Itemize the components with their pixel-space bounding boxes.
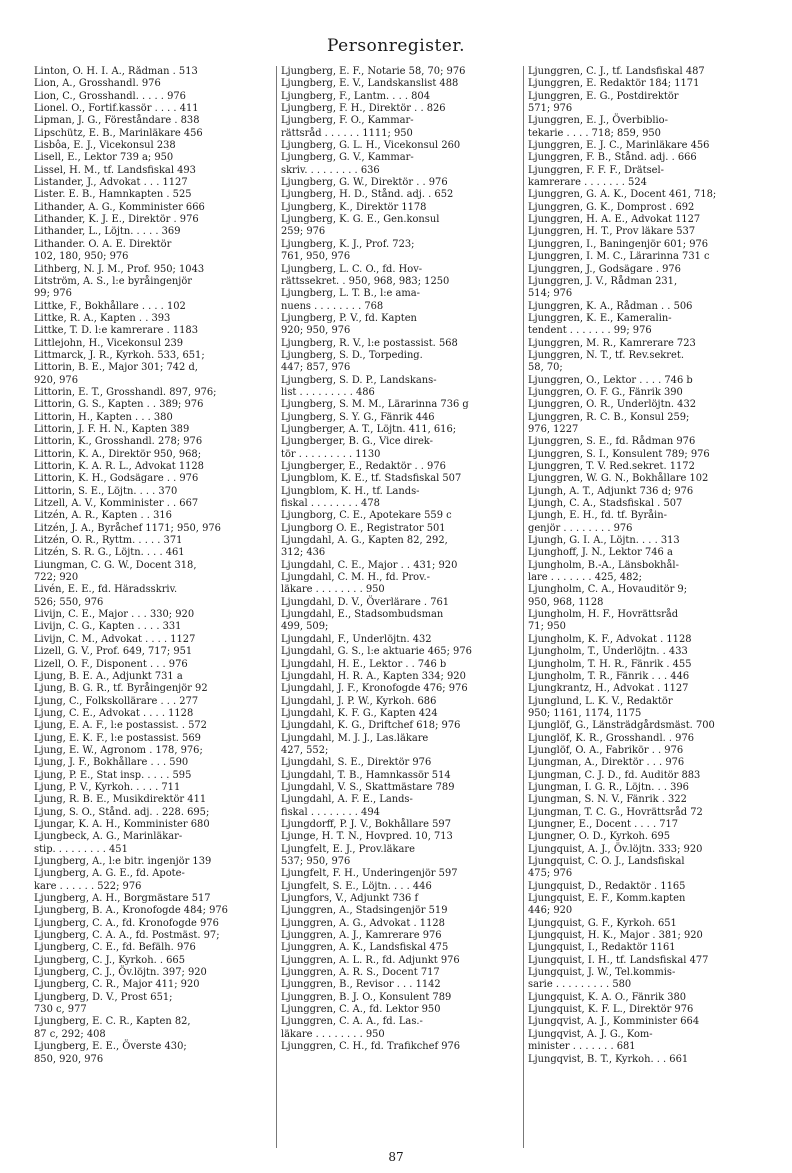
register-entry: Ljungdahl, G. S., l:e aktuarie 465; 976 <box>281 646 472 658</box>
register-entry: Ljungquist, J. W., Tel.kommis- <box>528 967 676 979</box>
register-entry: Ljungqvist, B. T., Kyrkoh. . . 661 <box>528 1053 689 1065</box>
register-entry: Littorin, G. S., Kapten . . 389; 976 <box>34 399 204 411</box>
register-entry: kare . . . . . . 522; 976 <box>34 880 142 892</box>
register-entry: Ljungholm, H. F., Hovrättsråd <box>528 609 679 621</box>
register-entry: Littorin, K. H., Godsägare . . 976 <box>34 473 199 485</box>
register-entry: Listander, J., Advokat . . . 1127 <box>34 177 188 189</box>
register-entry: Ljungberg, G. L. H., Vicekonsul 260 <box>281 140 461 152</box>
register-entry: Ljungberg, C. A., fd. Kronofogde 976 <box>34 917 219 929</box>
register-entry: 761, 950, 976 <box>281 251 351 263</box>
register-entry: Ljungberg, L. T. B., l:e ama- <box>281 288 421 300</box>
register-entry: Ljungdahl, K. G., Driftchef 618; 976 <box>281 720 461 732</box>
register-entry: Ljungberg, S. D. P., Landskans- <box>281 374 437 386</box>
register-entry: Lithberg, N. J. M., Prof. 950; 1043 <box>34 263 205 275</box>
register-entry: Ljungberg, E. C. R., Kapten 82, <box>34 1016 191 1028</box>
register-entry: 312; 436 <box>281 547 326 559</box>
register-entry: Ljungberg, C. J., Kyrkoh. . 665 <box>34 954 185 966</box>
register-entry: Ljungdahl, K. F. G., Kapten 424 <box>281 707 438 719</box>
register-entry: Ljunggren, K. A., Rådman . . 506 <box>528 300 693 312</box>
register-entry: Ljunggren, C. J., tf. Landsfiskal 487 <box>528 66 705 77</box>
register-entry: Ljung, C., Folkskollärare . . . 277 <box>34 695 199 707</box>
register-entry: Ljungquist, I., Redaktör 1161 <box>528 942 676 954</box>
register-entry: Ljungholm, B.-A., Länsbokhål- <box>528 559 679 571</box>
register-entry: Ljungdorff, P. J. V., Bokhållare 597 <box>281 818 451 830</box>
register-entry: Ljunglöf, O. A., Fabrikör . . 976 <box>528 744 684 756</box>
register-entry: Ljungman, I. G. R., Löjtn. . . 396 <box>528 781 689 793</box>
register-entry: Litzell, A. V., Komminister . . 667 <box>34 498 199 510</box>
register-entry: 87 c, 292; 408 <box>34 1028 106 1040</box>
register-entry: Ljung, R. B. E., Musikdirektör 411 <box>34 794 207 806</box>
register-entry: Ljunggren, A. K., Landsfiskal 475 <box>281 942 449 954</box>
register-entry: 259; 976 <box>281 226 326 238</box>
register-entry: Ljungberg, E. F., Notarie 58, 70; 976 <box>281 66 466 77</box>
register-entry: Litström, A. S., l:e byråingenjör <box>34 275 193 287</box>
register-entry: Ljungfelt, S. E., Löjtn. . . . 446 <box>281 880 432 892</box>
register-entry: Ljunglund, L. K. V., Redaktör <box>528 695 673 707</box>
register-entry: Ljungdahl, A. F. E., Lands- <box>281 794 413 806</box>
register-entry: Ljung, C. E., Advokat . . . . 1128 <box>34 707 194 719</box>
register-entry: Ljungquist, K. F. L., Direktör 976 <box>528 1004 694 1016</box>
register-entry: tör . . . . . . . . . 1130 <box>281 448 381 460</box>
register-entry: Ljungbeck, A. G., Marinläkar- <box>34 831 183 843</box>
register-entry: Lissel, H. M., tf. Landsfiskal 493 <box>34 164 196 176</box>
register-entry: list . . . . . . . . . 486 <box>281 386 375 398</box>
register-entry: Ljunglöf, G., Länsträdgårdsmäst. 700 <box>528 720 715 732</box>
register-entry: Ljungberg, C. A. A., fd. Postmäst. 97; <box>34 930 220 942</box>
register-entry: Lithander. O. A. E. Direktör <box>34 238 172 250</box>
register-entry: Ljungqvist, A. J., Komminister 664 <box>528 1016 700 1028</box>
register-entry: Lionel. O., Fortif.kassör . . . . 411 <box>34 103 199 115</box>
register-entry: 427, 552; <box>281 744 329 756</box>
register-entry: fiskal . . . . . . . . 478 <box>281 498 380 510</box>
register-entry: Livén, E. E., fd. Häradsskriv. <box>34 584 178 596</box>
register-entry: Ljung, E. A. F., l:e postassist. . 572 <box>34 720 207 732</box>
register-entry: 950, 968, 1128 <box>528 596 604 608</box>
register-entry: Ljungberg, A. H., Borgmästare 517 <box>34 893 211 905</box>
register-entry: Liungman, C. G. W., Docent 318, <box>34 559 197 571</box>
register-entry: Ljungborg O. E., Registrator 501 <box>281 522 446 534</box>
register-entry: tekarie . . . . 718; 859, 950 <box>528 127 661 139</box>
register-entry: 571; 976 <box>528 103 573 115</box>
register-entry: Ljunggren, H. T., Prov läkare 537 <box>528 226 696 238</box>
register-entry: Litzén, S. R. G., Löjtn. . . . 461 <box>34 547 185 559</box>
register-entry: Ljunggren, G. K., Domprost . 692 <box>528 201 695 213</box>
register-entry: Ljungdahl, H. R. A., Kapten 334; 920 <box>281 670 466 682</box>
register-entry: minister . . . . . . . 681 <box>528 1041 636 1053</box>
register-entry: Ljungholm, C. A., Hovauditör 9; <box>528 584 688 596</box>
register-entry: Ljungberg, F. O., Kammar- <box>281 115 414 127</box>
register-entry: fiskal . . . . . . . . 494 <box>281 806 380 818</box>
register-entry: Ljungberg, S. Y. G., Fänrik 446 <box>281 411 435 423</box>
register-entry: Ljunggren, I., Baningenjör 601; 976 <box>528 238 709 250</box>
register-entry: Ljungdahl, V. S., Skattmästare 789 <box>281 781 455 793</box>
register-entry: Ljungholm, T. R., Fänrik . . . 446 <box>528 670 690 682</box>
register-entry: Ljunggren, E. Redaktör 184; 1171 <box>528 78 700 90</box>
register-entry: Ljungberg, C. E., fd. Befälh. 976 <box>34 942 196 954</box>
register-entry: Littlejohn, H., Vicekonsul 239 <box>34 337 184 349</box>
register-entry: Ljunggren, W. G. N., Bokhållare 102 <box>528 473 709 485</box>
register-entry: Littorin, K., Grosshandl. 278; 976 <box>34 436 203 448</box>
register-entry: Ljunggren, J. V., Rådman 231, <box>528 275 678 287</box>
register-entry: Ljunggren, E. J. C., Marinläkare 456 <box>528 140 710 152</box>
register-entry: Ljunggren, O., Lektor . . . . 746 b <box>528 374 693 386</box>
register-entry: 71; 950 <box>528 621 566 633</box>
register-entry: rättsråd . . . . . . 1111; 950 <box>281 127 413 139</box>
register-entry: Ljunggren, K. E., Kameralin- <box>528 312 672 324</box>
register-entry: Lithander, L., Löjtn. . . . . 369 <box>34 226 181 238</box>
register-entry: tendent . . . . . . . 99; 976 <box>528 325 652 337</box>
register-entry: Ljungkrantz, H., Advokat . 1127 <box>528 683 689 695</box>
register-entry: Ljunggren, C. A., fd. Lektor 950 <box>281 1004 441 1016</box>
register-entry: Ljungberg, A. G. E., fd. Apote- <box>34 868 185 880</box>
register-entry: Ljungman, T. C. G., Hovrättsråd 72 <box>528 806 703 818</box>
register-entry: Livijn, C. G., Kapten . . . . 331 <box>34 621 182 633</box>
register-entry: Ljungberg, K., Direktör 1178 <box>281 201 427 213</box>
register-entry: rättssekret. . 950, 968, 983; 1250 <box>281 275 450 287</box>
register-entry: Ljunggren, J., Godsägare . 976 <box>528 263 681 275</box>
register-entry: Ljungner, O. D., Kyrkoh. 695 <box>528 831 671 843</box>
register-entry: 102, 180, 950; 976 <box>34 251 129 263</box>
register-entry: Ljungh, G. I. A., Löjtn. . . . 313 <box>528 535 680 547</box>
register-entry: 446; 920 <box>528 905 573 917</box>
register-entry: stip. . . . . . . . . 451 <box>34 843 128 855</box>
register-entry: Ljunggren, N. T., tf. Rev.sekret. <box>528 349 684 361</box>
register-entry: 475; 976 <box>528 868 573 880</box>
register-entry: Ljungar, K. A. H., Komminister 680 <box>34 818 210 830</box>
register-entry: Ljungdahl, S. E., Direktör 976 <box>281 757 432 769</box>
register-entry: Ljungdahl, H. E., Lektor . . 746 b <box>281 658 447 670</box>
register-entry: Ljunggren, I. M. C., Lärarinna 731 c <box>528 251 710 263</box>
register-entry: Ljunglöf, K. R., Grosshandl. . 976 <box>528 732 695 744</box>
register-entry: Ljungdahl, J. F., Kronofogde 476; 976 <box>281 683 468 695</box>
register-entry: Ljungqvist, A. J. G., Kom- <box>528 1028 653 1040</box>
column-1 <box>30 66 276 1148</box>
register-entry: Ljungberg, F. H., Direktör . . 826 <box>281 103 446 115</box>
register-entry: Ljungquist, E. F., Komm.kapten <box>528 893 686 905</box>
register-entry: Ljungberg, E. V., Landskanslist 488 <box>281 78 459 90</box>
register-entry: 950; 1161, 1174, 1175 <box>528 707 642 719</box>
register-entry: Littorin, J. F. H. N., Kapten 389 <box>34 423 190 435</box>
register-entry: Ljunggren, M. R., Kamrerare 723 <box>528 337 696 349</box>
register-entry: Ljunggren, F. B., Stånd. adj. . 666 <box>528 152 697 164</box>
register-entry: Ljungberger, B. G., Vice direk- <box>281 436 433 448</box>
register-entry: Lipschütz, E. B., Marinläkare 456 <box>34 127 203 139</box>
register-entry: Littorin, H., Kapten . . . 380 <box>34 411 173 423</box>
register-entry: 58, 70; <box>528 362 563 374</box>
register-entry: Lizell, G. V., Prof. 649, 717; 951 <box>34 646 193 658</box>
register-entry: Lithander, K. J. E., Direktör . 976 <box>34 214 199 226</box>
register-entry: Ljungman, A., Direktör . . . 976 <box>528 757 685 769</box>
register-entry: Ljungdahl, E., Stadsombudsman <box>281 609 444 621</box>
register-entry: Ljunggren, A. R. S., Docent 717 <box>281 967 440 979</box>
register-entry: Ljungh, A. T., Adjunkt 736 d; 976 <box>528 485 694 497</box>
register-entry: 537; 950, 976 <box>281 856 351 867</box>
register-entry: Ljung, E. W., Agronom . 178, 976; <box>34 744 203 756</box>
register-entry: Ljungberg, D. V., Prost 651; <box>34 991 173 1003</box>
register-entry: Ljungman, S. N. V., Fänrik . 322 <box>528 794 687 806</box>
register-entry: läkare . . . . . . . . 950 <box>281 1028 385 1040</box>
register-entry: Littke, T. D. l:e kamrerare . 1183 <box>34 325 199 337</box>
register-entry: Ljungdahl, M. J. J., Las.läkare <box>281 732 429 744</box>
register-entry: Ljungfelt, F. H., Underingenjör 597 <box>281 868 458 880</box>
register-entry: sarie . . . . . . . . . 580 <box>528 979 632 991</box>
register-entry: 99; 976 <box>34 288 72 300</box>
register-entry: Ljungblom, K. E., tf. Stadsfiskal 507 <box>281 473 462 485</box>
register-entry: 514; 976 <box>528 288 573 300</box>
register-entry: Ljungberger, E., Redaktör . . 976 <box>281 461 446 472</box>
register-entry: Lister. E. B., Hamnkapten . 525 <box>34 189 192 201</box>
register-entry: Ljungdahl, C. M. H., fd. Prov.- <box>281 572 431 584</box>
register-entry: Ljung, B. G. R., tf. Byråingenjör 92 <box>34 683 208 695</box>
register-entry: Ljungberg, A., l:e bitr. ingenjör 139 <box>34 856 212 867</box>
register-entry: Ljungberg, C. R., Major 411; 920 <box>34 979 200 991</box>
register-entry: Ljungquist, G. F., Kyrkoh. 651 <box>528 917 677 929</box>
register-entry: Ljungberg, S. M. M., Lärarinna 736 g <box>281 399 469 411</box>
register-entry: Ljunggren, A., Stadsingenjör 519 <box>281 905 448 917</box>
register-entry: 850, 920, 976 <box>34 1053 104 1065</box>
register-entry: Ljunggren, A. L. R., fd. Adjunkt 976 <box>281 954 460 966</box>
register-entry: Ljunggren, B., Revisor . . . 1142 <box>281 979 441 991</box>
register-entry: Ljungdahl, F., Underlöjtn. 432 <box>281 633 432 645</box>
register-entry: Ljunggren, T. V. Red.sekret. 1172 <box>528 461 695 472</box>
register-entry: Ljungfors, V., Adjunkt 736 f <box>281 893 419 905</box>
register-entry: Ljungholm, T. H. R., Fänrik . 455 <box>528 658 692 670</box>
register-entry: Ljungner, E., Docent . . . . 717 <box>528 818 679 830</box>
register-entry: lare . . . . . . . 425, 482; <box>528 572 642 584</box>
register-entry: Ljunggren, O. R., Underlöjtn. 432 <box>528 399 697 411</box>
register-entry: Ljungberg, R. V., l:e postassist. 568 <box>281 337 458 349</box>
register-entry: Ljunggren, R. C. B., Konsul 259; <box>528 411 690 423</box>
register-entry: Ljunggren, F. F. F., Drätsel- <box>528 164 664 176</box>
register-entry: Lion, A., Grosshandl. 976 <box>34 78 161 90</box>
register-entry: Ljung, B. E. A., Adjunkt 731 a <box>34 670 183 682</box>
register-columns <box>30 66 770 1148</box>
register-entry: 526; 550, 976 <box>34 596 104 608</box>
register-entry: Ljung, P. V., Kyrkoh. . . . . 711 <box>34 781 181 793</box>
register-entry: Littorin, K. A. R. L., Advokat 1128 <box>34 461 204 472</box>
register-entry: Litzén, J. A., Byråchef 1171; 950, 976 <box>34 522 221 534</box>
register-entry: Ljungquist, I. H., tf. Landsfiskal 477 <box>528 954 709 966</box>
register-entry: Littke, F., Bokhållare . . . . 102 <box>34 300 186 312</box>
register-entry: Ljunggren, C. A. A., fd. Las.- <box>281 1016 423 1028</box>
register-entry: Ljungborg, C. E., Apotekare 559 c <box>281 510 452 522</box>
register-entry: Ljungquist, A. J., Öv.löjtn. 333; 920 <box>528 843 703 855</box>
register-entry: Ljunggren, E. J., Överbiblio- <box>528 115 668 127</box>
register-entry: Ljungberg, F., Lantm. . . . 804 <box>281 90 430 102</box>
register-entry: Ljungdahl, T. B., Hamnkassör 514 <box>281 769 451 781</box>
register-entry: läkare . . . . . . . . 950 <box>281 584 385 596</box>
register-entry: Ljunggren, G. A. K., Docent 461, 718; <box>528 189 717 201</box>
register-entry: 730 c, 977 <box>34 1004 87 1016</box>
register-entry: Ljung, S. O., Stånd. adj. . 228. 695; <box>34 806 210 818</box>
register-entry: 920; 950, 976 <box>281 325 351 337</box>
register-entry: skriv. . . . . . . . . 636 <box>281 164 380 176</box>
register-entry: Ljungberg, P. V., fd. Kapten <box>281 312 417 324</box>
register-entry: nuens . . . . . . . . 768 <box>281 300 384 312</box>
register-entry: Ljungquist, H. K., Major . 381; 920 <box>528 930 703 942</box>
register-entry: Livijn, C. M., Advokat . . . . 1127 <box>34 633 196 645</box>
register-entry: Ljungberg, H. D., Stånd. adj. . 652 <box>281 189 454 201</box>
column-2 <box>276 66 523 1148</box>
register-entry: Ljunggren, S. I., Konsulent 789; 976 <box>528 448 710 460</box>
register-entry: Littke, R. A., Kapten . . 393 <box>34 312 171 324</box>
register-entry: Littorin, K. A., Direktör 950, 968; <box>34 448 202 460</box>
register-entry: Ljung, P. E., Stat insp. . . . . 595 <box>34 769 192 781</box>
register-entry: Ljunggren, B. J. O., Konsulent 789 <box>281 991 452 1003</box>
register-entry: Ljungh, C. A., Stadsfiskal . 507 <box>528 498 683 510</box>
register-entry: genjör . . . . . . . . 976 <box>528 522 633 534</box>
register-entry: Litzén, A. R., Kapten . . 316 <box>34 510 172 522</box>
register-entry: Ljungfelt, E. J., Prov.läkare <box>281 843 415 855</box>
register-entry: Littmarck, J. R., Kyrkoh. 533, 651; <box>34 349 205 361</box>
register-entry: Ljungberg, C. J., Öv.löjtn. 397; 920 <box>34 967 207 979</box>
register-entry: Ljungquist, C. O. J., Landsfiskal <box>528 856 685 867</box>
register-entry: Ljunggren, H. A. E., Advokat 1127 <box>528 214 701 226</box>
register-entry: Ljungberg, G. V., Kammar- <box>281 152 414 164</box>
register-entry: Lithander, A. G., Komminister 666 <box>34 201 205 213</box>
register-entry: Ljungberg, E. E., Överste 430; <box>34 1041 187 1053</box>
register-entry: Ljungberg, S. D., Torpeding. <box>281 349 423 361</box>
register-entry: kamrerare . . . . . . . 524 <box>528 177 647 189</box>
register-entry: Ljunge, H. T. N., Hovpred. 10, 713 <box>281 831 453 843</box>
register-entry: Ljungdahl, D. V., Överlärare . 761 <box>281 596 450 608</box>
register-entry: 499, 509; <box>281 621 329 633</box>
register-entry: Litzén, O. R., Ryttm. . . . . 371 <box>34 535 183 547</box>
register-entry: Ljunggren, C. H., fd. Trafikchef 976 <box>281 1041 461 1053</box>
register-entry: Lisbôa, E. J., Vicekonsul 238 <box>34 140 176 152</box>
register-entry: Lion, C., Grosshandl. . . . . 976 <box>34 90 186 102</box>
register-entry: Ljungquist, K. A. O., Fänrik 380 <box>528 991 687 1003</box>
register-entry: Ljung, J. F., Bokhållare . . . 590 <box>34 757 189 769</box>
register-entry: Lipman, J. G., Föreståndare . 838 <box>34 115 200 127</box>
register-entry: Ljung, E. K. F., l:e postassist. 569 <box>34 732 201 744</box>
register-entry: Ljunggren, A. G., Advokat . 1128 <box>281 917 445 929</box>
register-entry: Ljungberg, K. G. E., Gen.konsul <box>281 214 440 226</box>
register-entry: Ljungberg, B. A., Kronofogde 484; 976 <box>34 905 228 917</box>
register-entry: Littorin, S. E., Löjtn. . . . 370 <box>34 485 178 497</box>
register-entry: Ljungh, E. H., fd. tf. Byråin- <box>528 510 667 522</box>
register-entry: Ljunggren, S. E., fd. Rådman 976 <box>528 436 696 448</box>
register-entry: Ljungdahl, C. E., Major . . 431; 920 <box>281 559 458 571</box>
register-entry: Ljungberger, A. T., Löjtn. 411, 616; <box>281 423 457 435</box>
register-entry: Ljungberg, L. C. O., fd. Hov- <box>281 263 423 275</box>
register-entry: Ljunggren, O. F. G., Fänrik 390 <box>528 386 683 398</box>
register-entry: Ljungholm, K. F., Advokat . 1128 <box>528 633 692 645</box>
page-title: Personregister. <box>326 36 466 56</box>
register-entry: Livijn, C. E., Major . . . 330; 920 <box>34 609 195 621</box>
register-entry: Littorin, B. E., Major 301; 742 d, <box>34 362 198 374</box>
register-entry: 976, 1227 <box>528 423 579 435</box>
register-entry: 722; 920 <box>34 572 79 584</box>
column-3 <box>523 66 770 1148</box>
register-entry: Ljungholm, T., Underlöjtn. . 433 <box>528 646 688 658</box>
register-entry: 447; 857, 976 <box>281 362 351 374</box>
register-entry: Ljungberg, K. J., Prof. 723; <box>281 238 415 250</box>
register-entry: Ljungquist, D., Redaktör . 1165 <box>528 880 686 892</box>
register-entry: Ljunggren, E. G., Postdirektör <box>528 90 679 102</box>
register-entry: Ljungdahl, J. P. W., Kyrkoh. 686 <box>281 695 437 707</box>
page-number: 87 <box>388 1150 404 1164</box>
register-entry: Littorin, E. T., Grosshandl. 897, 976; <box>34 386 217 398</box>
register-entry: Ljunggren, A. J., Kamrerare 976 <box>281 930 442 942</box>
register-entry: Linton, O. H. I. A., Rådman . 513 <box>34 66 198 77</box>
register-entry: 920, 976 <box>34 374 78 386</box>
register-entry: Ljungdahl, A. G., Kapten 82, 292, <box>281 535 448 547</box>
register-entry: Ljungblom, K. H., tf. Lands- <box>281 485 420 497</box>
register-entry: Lisell, E., Lektor 739 a; 950 <box>34 152 174 164</box>
register-entry: Ljungman, C. J. D., fd. Auditör 883 <box>528 769 701 781</box>
register-entry: Ljunghoff, J. N., Lektor 746 a <box>528 547 673 559</box>
register-entry: Lizell, O. F., Disponent . . . 976 <box>34 658 188 670</box>
register-entry: Ljungberg, G. W., Direktör . . 976 <box>281 177 448 189</box>
